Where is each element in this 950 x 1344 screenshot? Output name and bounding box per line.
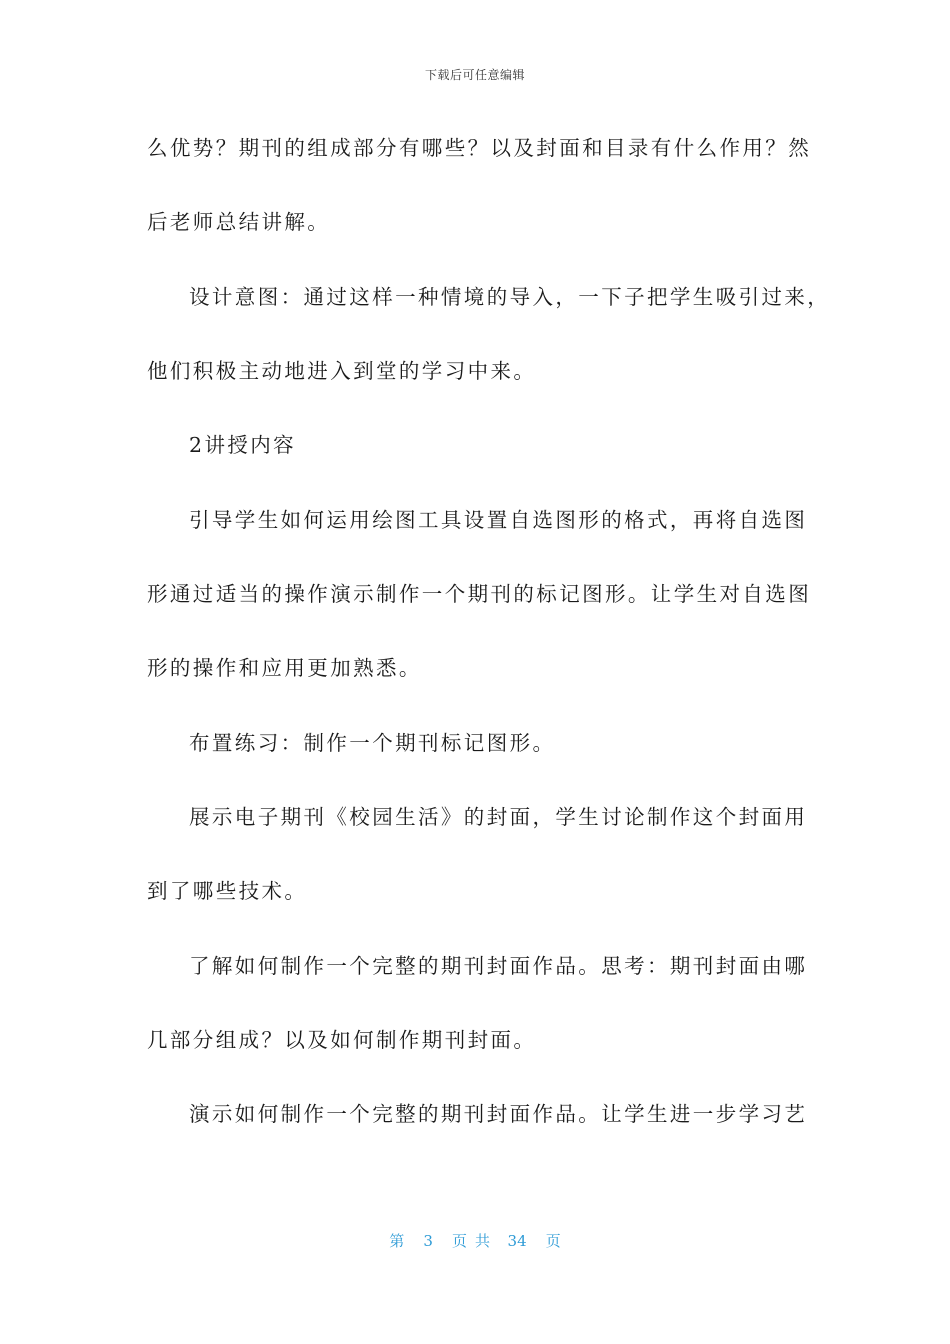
paragraph-line: 布置练习：制作一个期刊标记图形。 [189,731,556,755]
page-footer [0,1230,950,1251]
paragraph-line: 演示如何制作一个完整的期刊封面作品。让学生进一步学习艺 [189,1102,808,1126]
paragraph-line: 形通过适当的操作演示制作一个期刊的标记图形。让学生对自选图 [147,582,812,606]
paragraph-line: 了解如何制作一个完整的期刊封面作品。思考：期刊封面由哪 [189,954,808,978]
section-heading: 2讲授内容 [189,433,297,457]
footer-total-pages: 34 [507,1232,527,1250]
paragraph-line: 引导学生如何运用绘图工具设置自选图形的格式，再将自选图 [189,508,808,532]
paragraph-line: 他们积极主动地进入到堂的学习中来。 [147,359,537,383]
paragraph-line: 设计意图：通过这样一种情境的导入，一下子把学生吸引过来， [189,285,831,309]
footer-page-prefix: 第 [389,1232,405,1250]
header-note: 下载后可任意编辑 [424,68,525,82]
footer-page-suffix: 页 [545,1232,561,1250]
paragraph-line: 到了哪些技术。 [147,879,308,903]
paragraph-line: 展示电子期刊《校园生活》的封面，学生讨论制作这个封面用 [189,805,808,829]
paragraph-line: 几部分组成？以及如何制作期刊封面。 [147,1028,537,1052]
footer-page-mid: 页共 [451,1232,498,1250]
paragraph-line: 形的操作和应用更加熟悉。 [147,656,422,680]
paragraph-line: 么优势？期刊的组成部分有哪些？以及封面和目录有什么作用？然 [147,136,812,160]
paragraph-line: 后老师总结讲解。 [147,210,331,234]
footer-current-page: 3 [423,1232,433,1250]
